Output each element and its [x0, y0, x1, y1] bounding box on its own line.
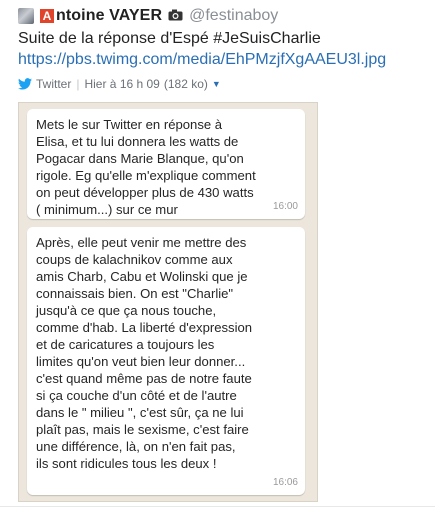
author-handle[interactable]: @festinaboy — [189, 7, 279, 24]
message-text: Après, elle peut venir me mettre des coups de kalachnikov comme aux amis Charb, Cabu et Wolinski que je connaissais bien. On est "Charlie" jusqu'à ce que ça nous touche, comme d'hab. La liberté d'expression et de caricatures a toujours les limites qu'on veut bien leur donner... c'est quand même pas de notre faute si ça couche d'un côté et de l'autre dans le " milieu ", c'est sûr, ça ne lui plaît pas, mais le sexisme, c'est faire une différence, là, on n'en fait pas, ils sont ridicules tous les deux ! — [36, 235, 253, 471]
message-time: 16:00 — [272, 201, 298, 212]
name-flag-badge: A — [40, 9, 54, 23]
image-link[interactable]: https://pbs.twimg.com/media/EhPMzjfXgAAEU3l.jpg — [18, 51, 387, 68]
file-size: (182 ko) — [163, 77, 208, 91]
avatar[interactable] — [18, 8, 34, 24]
chat-message — [27, 109, 305, 219]
caret-down-icon[interactable]: ▼ — [211, 79, 221, 89]
post-text: Suite de la réponse d'Espé #JeSuisCharlie — [18, 30, 321, 47]
message-text: Mets le sur Twitter en réponse à Elisa, et tu lui donnera les watts de Pogacar dans Marie Blanque, qu'on rigole. Eg qu'elle m'explique comment on peut développer plus de 430 watts ( minimum...) sur ce mur — [36, 117, 256, 217]
source-label[interactable]: Twitter — [36, 77, 72, 91]
twitter-bird-icon — [18, 78, 32, 90]
post-meta — [18, 77, 221, 91]
chat-message — [27, 227, 305, 495]
author-name[interactable]: ntoine VAYER — [56, 7, 163, 24]
message-time: 16:06 — [272, 477, 298, 488]
attached-image[interactable] — [18, 102, 318, 502]
post-header — [18, 5, 278, 27]
camera-icon — [168, 8, 183, 24]
meta-separator: | — [76, 77, 80, 91]
post-time: Hier à 16 h 09 — [84, 77, 160, 91]
